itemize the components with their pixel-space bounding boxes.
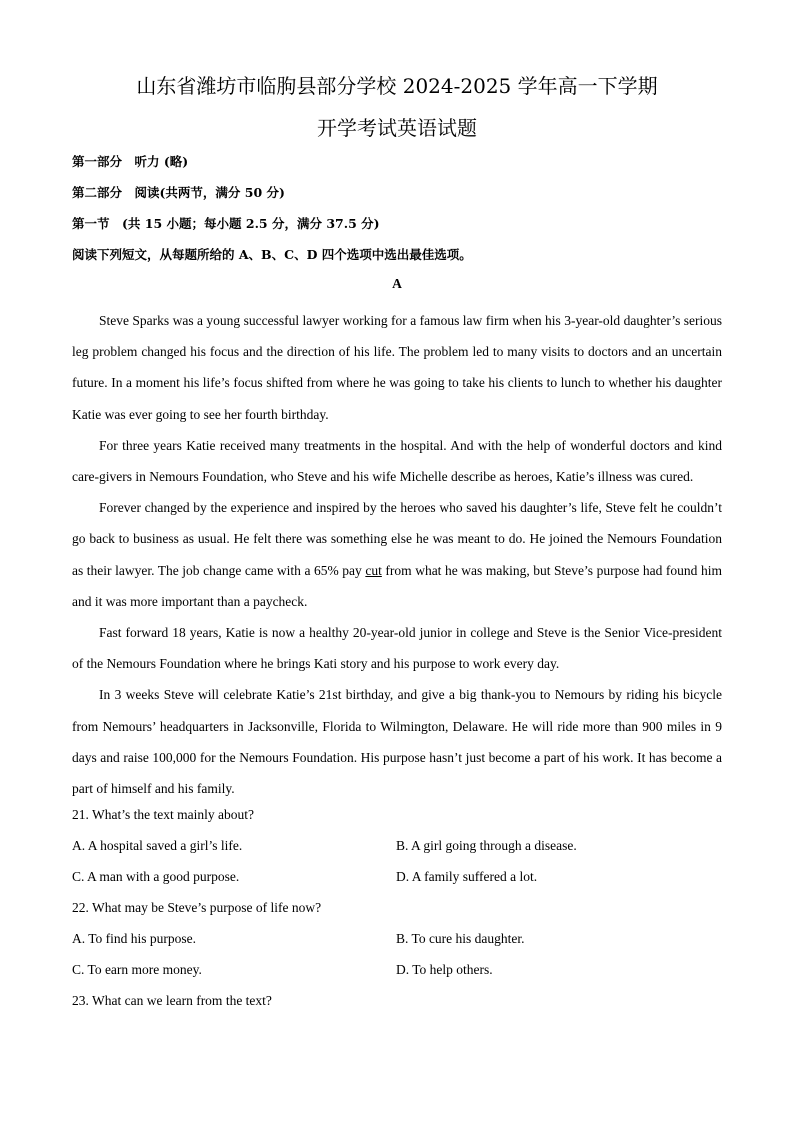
question-21-option-c: C. A man with a good purpose. bbox=[72, 869, 240, 884]
passage-paragraph-3 bbox=[72, 492, 722, 617]
question-21-option-a: A. A hospital saved a girl’s life. bbox=[72, 838, 243, 853]
paragraph-3-part1: Forever changed by the experience and inspired by the heroes who saved his daughter’s life, Steve felt he couldn’t go back to business as usual. He felt there was something else he was meant to do. He joined the Nemours Foundation as their lawyer. The job change came with a 65% pay bbox=[72, 500, 722, 578]
question-22-option-d: D. To help others. bbox=[396, 962, 493, 977]
passage-paragraph-4: Fast forward 18 years, Katie is now a healthy 20-year-old junior in college and Steve is the Senior Vice-president of the Nemours Foundation where he brings Kati story and his purpose to work every day. bbox=[72, 625, 722, 672]
part1-heading: 第一部分 听力 (略) bbox=[72, 154, 189, 169]
reading-instruction: 阅读下列短文，从每题所给的 A、B、C、D 四个选项中选出最佳选项。 bbox=[72, 247, 472, 262]
exam-title-line2: 开学考试英语试题 bbox=[317, 116, 477, 140]
passage-label: A bbox=[392, 276, 402, 291]
question-21-option-d: D. A family suffered a lot. bbox=[396, 869, 538, 884]
part2-heading: 第二部分 阅读(共两节，满分 50 分) bbox=[72, 185, 285, 200]
question-22-option-b: B. To cure his daughter. bbox=[396, 931, 525, 946]
question-22-option-a: A. To find his purpose. bbox=[72, 931, 197, 946]
question-22-option-c: C. To earn more money. bbox=[72, 962, 202, 977]
passage-body bbox=[72, 305, 722, 804]
question-21-option-b: B. A girl going through a disease. bbox=[396, 838, 577, 853]
paragraph-3-part2: from what he was making, but Steve’s purpose had found him and it was more important than a paycheck. bbox=[72, 562, 722, 609]
section1-heading: 第一节 (共 15 小题；每小题 2.5 分，满分 37.5 分) bbox=[72, 216, 380, 231]
underlined-word-cut: cut bbox=[365, 562, 382, 578]
question-23-stem: 23. What can we learn from the text? bbox=[72, 993, 272, 1008]
exam-title-line1: 山东省潍坊市临朐县部分学校 2024-2025 学年高一下学期 bbox=[136, 74, 658, 98]
passage-paragraph-2: For three years Katie received many treatments in the hospital. And with the help of wonderful doctors and kind care-givers in Nemours Foundation, who Steve and his wife Michelle describe as heroes, Katie’s illness was cured. bbox=[72, 437, 722, 485]
question-21-stem: 21. What’s the text mainly about? bbox=[72, 807, 254, 822]
passage-paragraph-1: Steve Sparks was a young successful lawyer working for a famous law firm when his 3-year-old daughter’s serious leg problem changed his focus and the direction of his life. The problem led to many visits to doctors and an uncertain future. In a moment his life’s focus shifted from where he was going to take his clients to lunch to whether his daughter Katie was ever going to see her fourth birthday. bbox=[72, 313, 722, 422]
question-22-stem: 22. What may be Steve’s purpose of life now? bbox=[72, 900, 322, 915]
passage-paragraph-5: In 3 weeks Steve will celebrate Katie’s 21st birthday, and give a big thank-you to Nemours by riding his bicycle from Nemours’ headquarters in Jacksonville, Florida to Wilmington, Delaware. He will ride more than 900 miles in 9 days and raise 100,000 for the Nemours Foundation. His purpose hasn’t just become a part of his work. It has become a part of himself and his family. bbox=[72, 687, 722, 797]
